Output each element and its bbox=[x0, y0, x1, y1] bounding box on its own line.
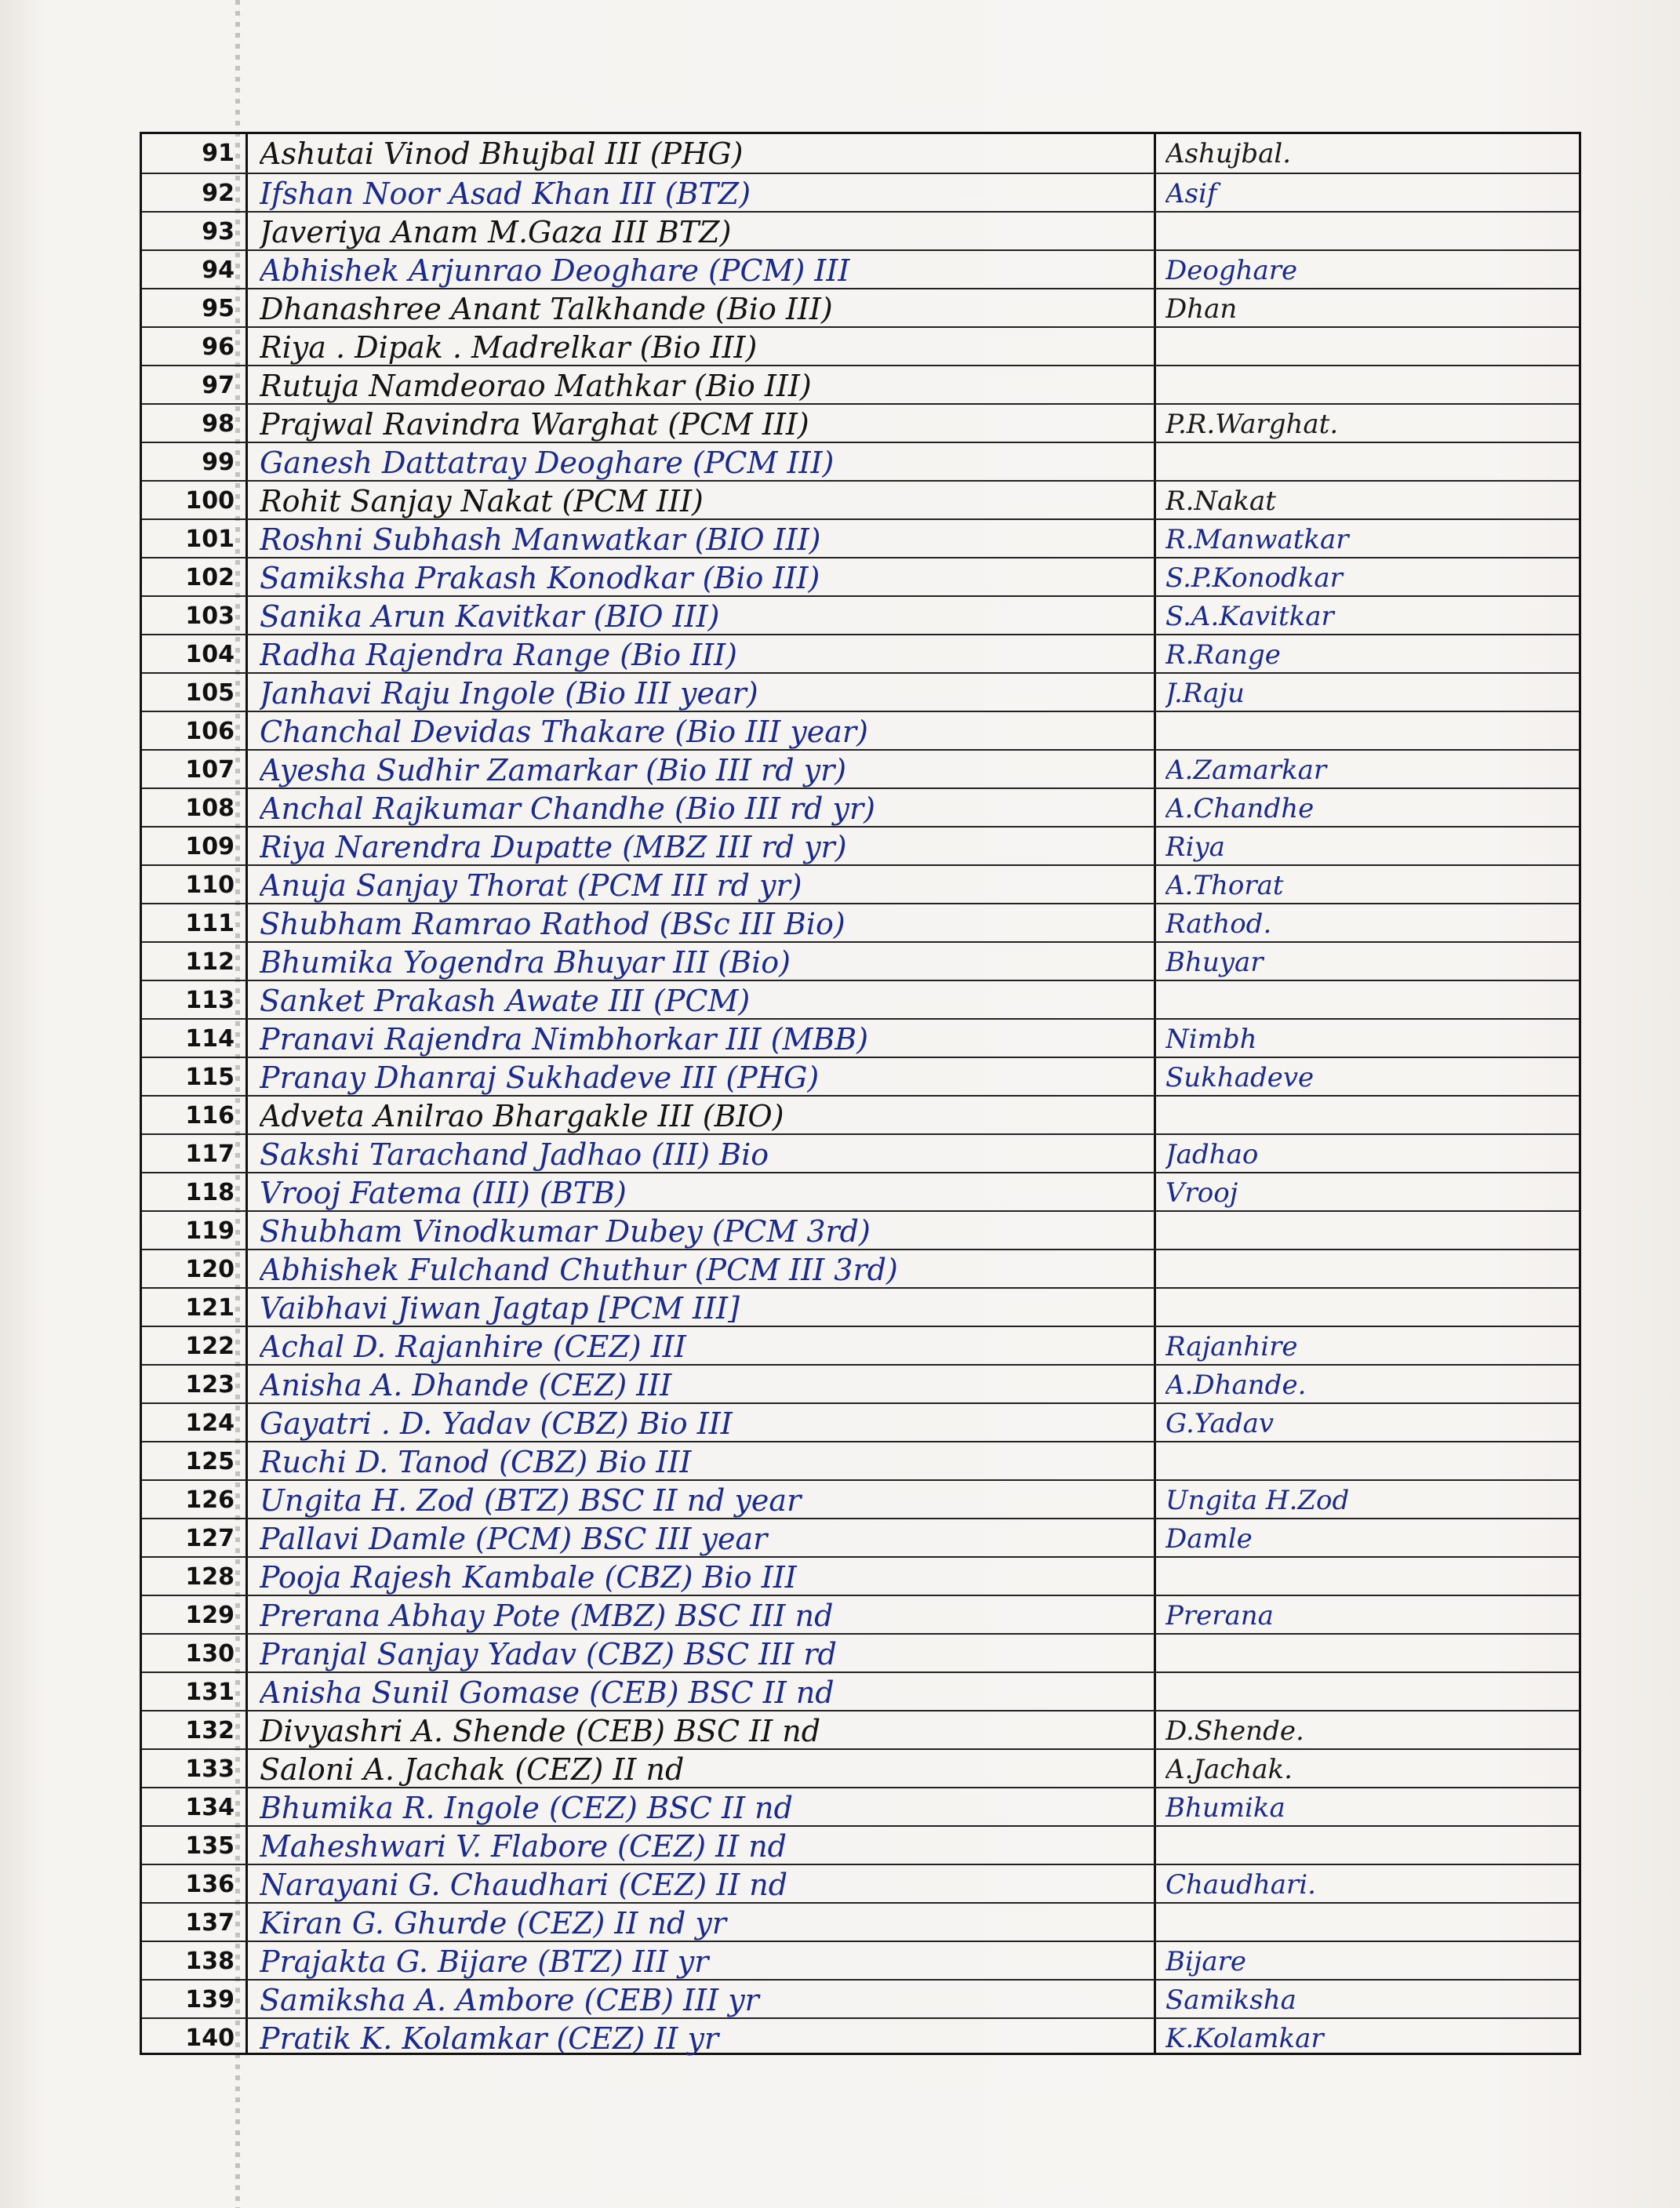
row-number: 121 bbox=[185, 1294, 235, 1322]
table-row bbox=[142, 1787, 1579, 1826]
row-number: 101 bbox=[185, 526, 235, 553]
table-row bbox=[142, 634, 1579, 673]
table-row bbox=[142, 1172, 1579, 1211]
signature: Dhan bbox=[1165, 293, 1238, 325]
signature: K.Kolamkar bbox=[1165, 2023, 1324, 2054]
signature: Bhuyar bbox=[1165, 947, 1264, 978]
row-number: 94 bbox=[202, 256, 235, 284]
row-number: 119 bbox=[185, 1217, 235, 1245]
row-number: 96 bbox=[202, 333, 235, 361]
signature: Damle bbox=[1165, 1523, 1253, 1555]
table-row bbox=[142, 1095, 1579, 1134]
signature bbox=[1165, 213, 1573, 252]
signature: A.Chandhe bbox=[1165, 793, 1315, 824]
student-name-entry: Ayesha Sudhir Zamarkar (Bio III rd yr) bbox=[260, 753, 847, 788]
student-name-entry: Prerana Abhay Pote (MBZ) BSC III nd bbox=[260, 1599, 834, 1633]
student-name-entry: Rutuja Namdeorao Mathkar (Bio III) bbox=[260, 369, 812, 403]
signature: S.P.Konodkar bbox=[1165, 562, 1343, 594]
table-row bbox=[142, 1671, 1579, 1711]
student-name-entry: Sanket Prakash Awate III (PCM) bbox=[260, 984, 751, 1018]
student-name-entry: Sanika Arun Kavitkar (BIO III) bbox=[260, 599, 720, 634]
signature bbox=[1165, 1250, 1573, 1290]
signature bbox=[1165, 1097, 1573, 1136]
table-row bbox=[142, 1326, 1579, 1365]
row-number: 100 bbox=[185, 487, 235, 515]
row-number: 131 bbox=[185, 1679, 235, 1706]
table-row bbox=[142, 403, 1579, 442]
signature: Samiksha bbox=[1165, 1984, 1296, 2016]
row-number: 127 bbox=[185, 1525, 235, 1552]
table-row bbox=[142, 1941, 1579, 1980]
table-row bbox=[142, 1133, 1579, 1173]
signature: Bhumika bbox=[1165, 1792, 1285, 1824]
student-name-entry: Ruchi D. Tanod (CBZ) Bio III bbox=[260, 1445, 692, 1479]
table-row bbox=[142, 442, 1579, 481]
signature bbox=[1165, 1827, 1573, 1866]
row-number: 105 bbox=[185, 679, 235, 707]
student-name-entry: Janhavi Raju Ingole (Bio III year) bbox=[260, 676, 758, 711]
signature: R.Manwatkar bbox=[1165, 524, 1349, 555]
table-row bbox=[142, 980, 1579, 1019]
signature: S.A.Kavitkar bbox=[1165, 601, 1334, 632]
student-name-entry: Vaibhavi Jiwan Jagtap [PCM III] bbox=[260, 1291, 740, 1326]
row-number: 111 bbox=[185, 910, 235, 937]
table-row bbox=[142, 1364, 1579, 1403]
signature: Asif bbox=[1165, 178, 1217, 209]
row-number: 126 bbox=[185, 1486, 235, 1514]
student-name-entry: Chanchal Devidas Thakare (Bio III year) bbox=[260, 715, 868, 749]
student-name-entry: Anchal Rajkumar Chandhe (Bio III rd yr) bbox=[260, 791, 875, 826]
signature: D.Shende. bbox=[1165, 1715, 1304, 1747]
row-number: 98 bbox=[202, 410, 235, 438]
signature bbox=[1165, 1558, 1573, 1597]
student-name-entry: Radha Rajendra Range (Bio III) bbox=[260, 638, 738, 672]
signature: Deoghare bbox=[1165, 255, 1298, 286]
student-name-entry: Pratik K. Kolamkar (CEZ) II yr bbox=[260, 2021, 719, 2056]
student-name-entry: Anisha Sunil Gomase (CEB) BSC II nd bbox=[260, 1675, 835, 1710]
table-row bbox=[142, 672, 1579, 711]
student-name-entry: Kiran G. Ghurde (CEZ) II nd yr bbox=[260, 1906, 726, 1941]
student-name-entry: Pranay Dhanraj Sukhadeve III (PHG) bbox=[260, 1060, 820, 1095]
row-number: 139 bbox=[185, 1986, 235, 2013]
table-row bbox=[142, 1556, 1579, 1595]
signature: Chaudhari. bbox=[1165, 1869, 1316, 1901]
table-row bbox=[142, 788, 1579, 827]
student-name-entry: Anisha A. Dhande (CEZ) III bbox=[260, 1368, 672, 1402]
table-row bbox=[142, 595, 1579, 635]
student-name-entry: Bhumika Yogendra Bhuyar III (Bio) bbox=[260, 945, 791, 980]
signature: R.Nakat bbox=[1165, 486, 1276, 517]
row-number: 102 bbox=[185, 564, 235, 591]
student-name-entry: Samiksha A. Ambore (CEB) III yr bbox=[260, 1983, 759, 2017]
signature: Rajanhire bbox=[1165, 1331, 1298, 1362]
row-number: 133 bbox=[185, 1755, 235, 1783]
signature bbox=[1165, 1442, 1573, 1482]
signature: Rathod. bbox=[1165, 908, 1272, 940]
table-row bbox=[142, 1825, 1579, 1864]
student-name-entry: Rohit Sanjay Nakat (PCM III) bbox=[260, 484, 704, 518]
row-number: 92 bbox=[202, 180, 235, 207]
table-row bbox=[142, 211, 1579, 250]
table-row bbox=[142, 941, 1579, 980]
signature bbox=[1165, 328, 1573, 367]
table-row bbox=[142, 1249, 1579, 1288]
table-row bbox=[142, 749, 1579, 788]
student-name-entry: Prajakta G. Bijare (BTZ) III yr bbox=[260, 1944, 709, 1979]
row-number: 120 bbox=[185, 1256, 235, 1283]
student-name-entry: Divyashri A. Shende (CEB) BSC II nd bbox=[260, 1714, 821, 1748]
row-number: 99 bbox=[202, 449, 235, 476]
table-row bbox=[142, 903, 1579, 942]
signature bbox=[1165, 1673, 1573, 1712]
signature bbox=[1165, 712, 1573, 751]
row-number: 114 bbox=[185, 1025, 235, 1053]
signature: Bijare bbox=[1165, 1946, 1247, 1977]
table-row bbox=[142, 1748, 1579, 1788]
table-row bbox=[142, 1057, 1579, 1096]
signature: A.Thorat bbox=[1165, 870, 1284, 901]
signature: Nimbh bbox=[1165, 1024, 1257, 1055]
signature: P.R.Warghat. bbox=[1165, 409, 1339, 440]
row-number: 132 bbox=[185, 1717, 235, 1744]
student-name-entry: Shubham Vinodkumar Dubey (PCM 3rd) bbox=[260, 1214, 871, 1249]
signature: Jadhao bbox=[1165, 1139, 1259, 1170]
student-name-entry: Riya Narendra Dupatte (MBZ III rd yr) bbox=[260, 830, 847, 864]
row-number: 107 bbox=[185, 756, 235, 784]
student-name-entry: Bhumika R. Ingole (CEZ) BSC II nd bbox=[260, 1791, 793, 1825]
signature: Prerana bbox=[1165, 1600, 1274, 1631]
table-row bbox=[142, 1864, 1579, 1903]
signature bbox=[1165, 1904, 1573, 1943]
student-name-entry: Maheshwari V. Flabore (CEZ) II nd bbox=[260, 1829, 787, 1864]
table-row bbox=[142, 1902, 1579, 1941]
table-row bbox=[142, 1595, 1579, 1634]
table-row bbox=[142, 480, 1579, 519]
table-row bbox=[142, 326, 1579, 366]
table-row bbox=[142, 249, 1579, 289]
student-name-entry: Pooja Rajesh Kambale (CBZ) Bio III bbox=[260, 1560, 797, 1595]
signature: G.Yadav bbox=[1165, 1408, 1275, 1439]
student-name-entry: Javeriya Anam M.Gaza III BTZ) bbox=[260, 215, 732, 249]
table-row bbox=[142, 557, 1579, 596]
signature: Vrooj bbox=[1165, 1177, 1238, 1209]
table-row bbox=[142, 1518, 1579, 1557]
table-row bbox=[142, 518, 1579, 558]
student-name-entry: Anuja Sanjay Thorat (PCM III rd yr) bbox=[260, 868, 802, 903]
row-number: 123 bbox=[185, 1371, 235, 1399]
signature: Ungita H.Zod bbox=[1165, 1485, 1350, 1516]
row-number: 122 bbox=[185, 1333, 235, 1360]
row-number: 124 bbox=[185, 1410, 235, 1437]
table-row bbox=[142, 2017, 1579, 2057]
signature bbox=[1165, 443, 1573, 482]
row-number: 110 bbox=[185, 871, 235, 899]
student-name-entry: Pranjal Sanjay Yadav (CBZ) BSC III rd bbox=[260, 1637, 837, 1671]
attendance-table bbox=[140, 132, 1581, 2055]
table-row bbox=[142, 1979, 1579, 2018]
table-row bbox=[142, 826, 1579, 865]
table-row bbox=[142, 134, 1579, 173]
table-row bbox=[142, 288, 1579, 327]
row-number: 129 bbox=[185, 1602, 235, 1629]
signature: A.Zamarkar bbox=[1165, 755, 1327, 786]
student-name-entry: Abhishek Arjunrao Deoghare (PCM) III bbox=[260, 253, 850, 288]
row-number: 93 bbox=[202, 218, 235, 246]
row-number: 103 bbox=[185, 602, 235, 630]
student-name-entry: Pranavi Rajendra Nimbhorkar III (MBB) bbox=[260, 1022, 869, 1057]
row-number: 130 bbox=[185, 1640, 235, 1668]
row-number: 138 bbox=[185, 1948, 235, 1975]
signature: Sukhadeve bbox=[1165, 1062, 1315, 1093]
row-number: 95 bbox=[202, 295, 235, 322]
table-row bbox=[142, 1210, 1579, 1250]
student-name-entry: Roshni Subhash Manwatkar (BIO III) bbox=[260, 522, 821, 557]
student-name-entry: Pallavi Damle (PCM) BSC III year bbox=[260, 1522, 768, 1556]
row-number: 135 bbox=[185, 1832, 235, 1860]
signature: R.Range bbox=[1165, 639, 1281, 671]
student-name-entry: Dhanashree Anant Talkhande (Bio III) bbox=[260, 292, 833, 326]
table-row bbox=[142, 1018, 1579, 1057]
student-name-entry: Saloni A. Jachak (CEZ) II nd bbox=[260, 1752, 685, 1787]
student-name-entry: Narayani G. Chaudhari (CEZ) II nd bbox=[260, 1868, 788, 1902]
student-name-entry: Vrooj Fatema (III) (BTB) bbox=[260, 1176, 627, 1210]
table-row bbox=[142, 1633, 1579, 1672]
student-name-entry: Ashutai Vinod Bhujbal III (PHG) bbox=[260, 136, 744, 171]
row-number: 137 bbox=[185, 1909, 235, 1937]
row-number: 134 bbox=[185, 1794, 235, 1821]
row-number: 128 bbox=[185, 1563, 235, 1591]
row-number: 115 bbox=[185, 1064, 235, 1091]
signature bbox=[1165, 981, 1573, 1020]
student-name-entry: Adveta Anilrao Bhargakle III (BIO) bbox=[260, 1099, 784, 1133]
row-number: 106 bbox=[185, 718, 235, 745]
row-number: 113 bbox=[185, 987, 235, 1014]
row-number: 140 bbox=[185, 2024, 235, 2052]
row-number: 118 bbox=[185, 1179, 235, 1206]
table-row bbox=[142, 1479, 1579, 1519]
table-row bbox=[142, 711, 1579, 750]
table-row bbox=[142, 864, 1579, 904]
signature: Ashujbal. bbox=[1165, 138, 1292, 169]
table-row bbox=[142, 1710, 1579, 1749]
signature: A.Jachak. bbox=[1165, 1754, 1293, 1785]
signature bbox=[1165, 366, 1573, 406]
signature: A.Dhande. bbox=[1165, 1370, 1307, 1401]
signature: J.Raju bbox=[1165, 678, 1245, 709]
table-row bbox=[142, 173, 1579, 212]
row-number: 104 bbox=[185, 641, 235, 668]
student-name-entry: Riya . Dipak . Madrelkar (Bio III) bbox=[260, 330, 758, 365]
row-number: 108 bbox=[185, 795, 235, 822]
table-row bbox=[142, 1287, 1579, 1326]
row-number: 117 bbox=[185, 1140, 235, 1168]
student-name-entry: Achal D. Rajanhire (CEZ) III bbox=[260, 1330, 686, 1364]
signature: Riya bbox=[1165, 831, 1225, 863]
row-number: 125 bbox=[185, 1448, 235, 1475]
student-name-entry: Ungita H. Zod (BTZ) BSC II nd year bbox=[260, 1483, 802, 1518]
student-name-entry: Gayatri . D. Yadav (CBZ) Bio III bbox=[260, 1406, 733, 1441]
row-number: 136 bbox=[185, 1871, 235, 1898]
row-number: 116 bbox=[185, 1102, 235, 1129]
student-name-entry: Ganesh Dattatray Deoghare (PCM III) bbox=[260, 446, 835, 480]
row-number: 112 bbox=[185, 948, 235, 976]
signature bbox=[1165, 1289, 1573, 1328]
row-number: 109 bbox=[185, 833, 235, 860]
signature bbox=[1165, 1635, 1573, 1674]
row-number: 97 bbox=[202, 372, 235, 399]
table-row bbox=[142, 1402, 1579, 1442]
student-name-entry: Prajwal Ravindra Warghat (PCM III) bbox=[260, 407, 809, 442]
student-name-entry: Shubham Ramrao Rathod (BSc III Bio) bbox=[260, 907, 845, 941]
student-name-entry: Sakshi Tarachand Jadhao (III) Bio bbox=[260, 1137, 769, 1172]
student-name-entry: Abhishek Fulchand Chuthur (PCM III 3rd) bbox=[260, 1253, 898, 1287]
table-row bbox=[142, 1441, 1579, 1480]
student-name-entry: Samiksha Prakash Konodkar (Bio III) bbox=[260, 561, 820, 595]
table-row bbox=[142, 365, 1579, 404]
row-number: 91 bbox=[202, 140, 235, 167]
signature bbox=[1165, 1212, 1573, 1251]
student-name-entry: Ifshan Noor Asad Khan III (BTZ) bbox=[260, 176, 751, 211]
